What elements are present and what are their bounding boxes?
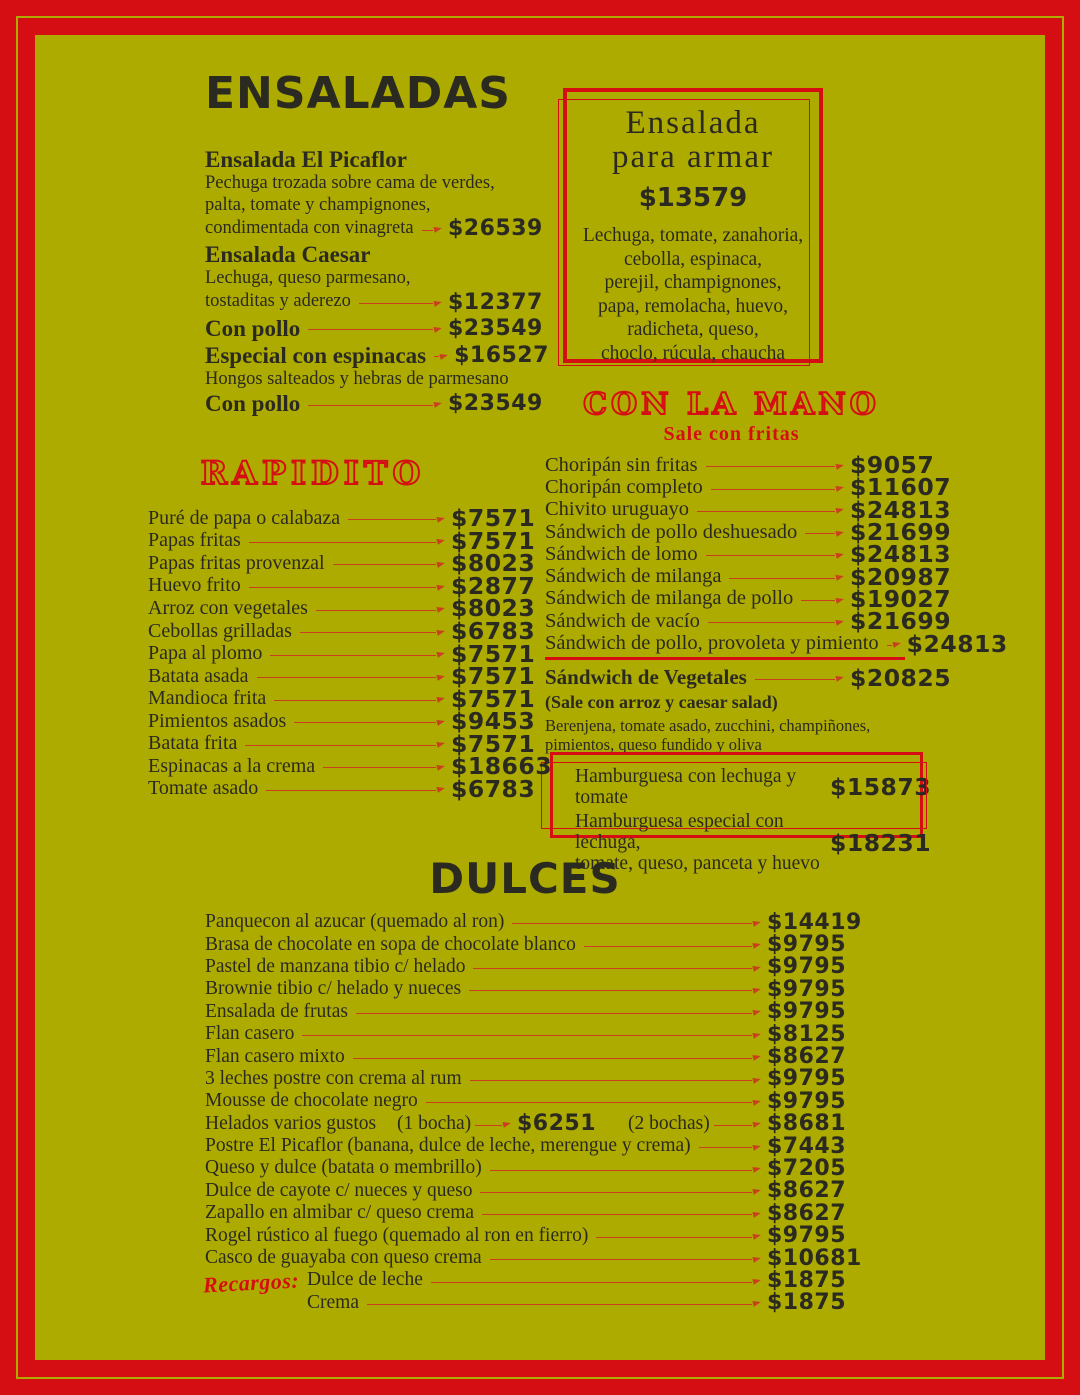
leader-line [434, 348, 448, 362]
leader-line [475, 1117, 511, 1131]
leader-line [426, 1094, 761, 1108]
menu-item-price: $20825 [850, 663, 952, 692]
dulces-title: DULCES [429, 854, 621, 903]
menu-item-label: Tomate asado [148, 777, 259, 800]
leader-line [805, 525, 844, 539]
menu-item-label: condimentada con vinagreta [205, 217, 414, 238]
menu-item-price: $21699 [850, 607, 952, 636]
recargos-block [202, 1267, 847, 1316]
menu-item-label: Flan casero [205, 1023, 295, 1045]
menu-item-label: Choripán completo [545, 475, 703, 498]
menu-item-price: $6251 [517, 1111, 597, 1137]
section-con-la-mano [545, 387, 1008, 754]
leader-line [270, 647, 445, 661]
menu-item-label: 3 leches postre con crema al rum [205, 1067, 462, 1089]
menu-item-row [545, 663, 952, 692]
menu-item-price: $12377 [448, 289, 543, 315]
menu-item-label: Papas fritas [148, 529, 241, 552]
menu-item-price: $21699 [850, 518, 952, 547]
leader-line [323, 759, 445, 773]
menu-item-label: Brasa de chocolate en sopa de chocolate blanco [205, 933, 576, 955]
red-divider-line [545, 657, 905, 660]
leader-line [711, 480, 844, 494]
menu-item-label: Cebollas grilladas [148, 619, 292, 642]
leader-line [300, 624, 445, 638]
menu-item-label [575, 766, 830, 808]
rapidito-title: RAPIDITO [200, 454, 426, 492]
menu-item-price: $24813 [850, 495, 952, 524]
menu-item-price: $10681 [767, 1245, 862, 1271]
menu-item-name: Ensalada El Picaflor [205, 147, 407, 172]
leader-line [302, 1027, 761, 1041]
menu-item-price: $9795 [767, 954, 847, 980]
menu-item-label: Ensalada de frutas [205, 1000, 348, 1022]
leader-line [308, 321, 442, 335]
menu-item-price: $7571 [451, 729, 536, 758]
ingredient-line: radicheta, queso, [627, 319, 759, 340]
menu-item-price: $15873 [830, 773, 932, 801]
menu-item-price: $20987 [850, 562, 952, 591]
menu-item-label: Postre El Picaflor (banana, dulce de leche, merengue y crema) [205, 1135, 691, 1157]
menu-item-price: $8627 [767, 1044, 847, 1070]
menu-item-price: $8627 [767, 1178, 847, 1204]
menu-item-price: $9453 [451, 707, 536, 736]
menu-item-label: Flan casero mixto [205, 1045, 345, 1067]
menu-item-label: Sándwich de pollo, provoleta y pimiento [545, 632, 879, 655]
menu-item-label: Brownie tibio c/ helado y nueces [205, 978, 462, 1000]
menu-item-row [205, 1113, 845, 1135]
menu-item-row [307, 1269, 845, 1291]
option-label: (1 bocha) [397, 1112, 472, 1134]
leader-line [490, 1251, 761, 1265]
menu-item-price: $7571 [451, 662, 536, 691]
menu-item-price: $8023 [451, 594, 536, 623]
menu-item-price: $7443 [767, 1133, 847, 1159]
leader-line [887, 637, 901, 651]
menu-item-label: Sándwich de Vegetales [545, 665, 747, 690]
leader-line [333, 556, 445, 570]
leader-line [469, 982, 761, 996]
leader-line [367, 1296, 761, 1310]
menu-item-row [205, 342, 549, 369]
menu-item-label: Choripán sin fritas [545, 453, 698, 476]
menu-item-price: $8023 [451, 549, 536, 578]
menu-item-label: Sándwich de milanga de pollo [545, 587, 794, 610]
leader-line [308, 397, 442, 411]
recargos-items [205, 1269, 845, 1314]
leader-line [512, 915, 761, 929]
menu-item-row [148, 774, 536, 803]
leader-line [584, 938, 761, 952]
leader-line [708, 614, 844, 628]
leader-line [482, 1206, 761, 1220]
menu-item-price: $18231 [830, 828, 932, 857]
con-la-mano-subtitle: Sale con fritas [663, 423, 800, 445]
menu-item-label: Helados varios gustos [205, 1112, 377, 1134]
menu-item-row [205, 909, 862, 935]
menu-item-price: $19027 [850, 584, 952, 613]
leader-line [714, 1117, 761, 1131]
leader-line [729, 570, 844, 584]
menu-item-label: Espinacas a la crema [148, 754, 316, 777]
leader-line [348, 511, 445, 525]
ingredient-line: Lechuga, tomate, zanahoria, [582, 225, 804, 246]
menu-item-row [205, 1023, 845, 1045]
menu-item-name: Ensalada Caesar [205, 242, 371, 267]
menu-item-description: Pechuga trozada sobre cama de verdes, [205, 173, 495, 193]
leader-line [356, 1005, 761, 1019]
menu-item-label: Batata frita [148, 732, 238, 755]
sandwich-vegetales-block [545, 663, 952, 754]
menu-item-row [205, 1223, 847, 1249]
ingredient-line: cebolla, espinaca, [623, 248, 763, 270]
recargos-label: Recargos: [202, 1267, 300, 1298]
vegetales-description [545, 716, 918, 754]
menu-item-price: $7571 [451, 684, 536, 713]
leader-line [755, 671, 844, 685]
leader-line [266, 782, 445, 796]
menu-item-label: Zapallo en almibar c/ queso crema [205, 1202, 475, 1224]
menu-item-label: Papa al plomo [148, 642, 263, 665]
menu-item-label: Dulce de cayote c/ nueces y queso [205, 1179, 473, 1201]
menu-item-price: $9795 [767, 999, 847, 1025]
leader-line [353, 1050, 761, 1064]
menu-item-price: $6783 [451, 617, 536, 646]
menu-item-price: $11607 [850, 473, 952, 502]
menu-item-label: Con pollo [205, 315, 301, 341]
menu-item-row [205, 1135, 845, 1157]
menu-item-label: Arroz con vegetales [148, 596, 308, 619]
leader-line [801, 592, 844, 606]
menu-item-label: Con pollo [205, 391, 301, 416]
armar-title-line2: para armar [612, 139, 774, 175]
menu-item-label: tostaditas y aderezo [205, 291, 351, 312]
menu-item-row [205, 956, 845, 978]
menu-item-label: Panquecon al azucar (quemado al ron) [205, 911, 505, 933]
vegetales-description-line: pimientos, queso fundido y oliva [545, 734, 762, 754]
menu-item-row [205, 1044, 847, 1070]
label-line: tomate, queso, panceta y huevo [575, 853, 820, 874]
menu-item-row [205, 315, 543, 342]
leader-line [257, 669, 446, 683]
menu-item-price: $2877 [451, 571, 536, 600]
menu-item-row [205, 978, 845, 1000]
leader-line [359, 295, 442, 309]
ingredient-line: choclo, rúcula, chaucha [600, 342, 786, 364]
armar-box-price: $13579 [638, 183, 748, 213]
menu-item-price: $6783 [451, 774, 536, 803]
menu-item-row [205, 1245, 862, 1271]
label-line: Hamburguesa especial con lechuga, [575, 811, 784, 853]
menu-item-label: Crema [307, 1291, 359, 1313]
menu-item-price: $26539 [448, 216, 543, 241]
menu-item-label: Dulce de leche [307, 1269, 423, 1291]
menu-item-row [205, 1001, 845, 1023]
menu-item-price: $8627 [767, 1200, 847, 1226]
menu-item-label: Mousse de chocolate negro [205, 1090, 418, 1112]
leader-line [706, 547, 844, 561]
menu-item-price: $23549 [448, 391, 543, 416]
menu-item-label: Casco de guayaba con queso crema [205, 1247, 482, 1269]
menu-item-label: Puré de papa o calabaza [148, 506, 341, 529]
vegetales-description-line: Berenjena, tomate asado, zucchini, champiñones, [545, 715, 871, 735]
menu-item-row [205, 1180, 845, 1202]
menu-item-label: Huevo frito [148, 574, 241, 597]
leader-line [431, 1273, 761, 1287]
menu-item-label: Sándwich de vacío [545, 609, 700, 632]
menu-item-label: Batata asada [148, 664, 249, 687]
menu-item-label: Queso y dulce (batata o membrillo) [205, 1157, 482, 1179]
leader-line [490, 1161, 761, 1175]
menu-item-label: Sándwich de pollo deshuesado [545, 520, 798, 543]
menu-item-price: $9795 [767, 932, 847, 958]
section-dulces [202, 854, 862, 1316]
menu-item-price: $9057 [850, 451, 935, 480]
menu-item-row [545, 607, 952, 636]
menu-item-row [205, 390, 543, 417]
ingredient-line: perejil, champignones, [604, 272, 782, 293]
leader-line [245, 737, 445, 751]
menu-item-price: $14419 [767, 909, 862, 935]
menu-item-price: $23549 [448, 315, 543, 341]
menu-item-price: $8681 [767, 1111, 847, 1137]
menu-item-row [575, 766, 932, 808]
menu-item-label: Chivito uruguayo [545, 498, 690, 521]
menu-item-label: Especial con espinacas [205, 342, 427, 368]
leader-line [316, 601, 445, 615]
menu-item-price: $9795 [767, 1066, 847, 1092]
menu-item-price: $8125 [767, 1021, 847, 1047]
ensaladas-title: ENSALADAS [205, 68, 511, 119]
armar-title-line1: Ensalada [625, 105, 761, 141]
ensalada-para-armar-box [563, 88, 823, 363]
menu-item-row [205, 1090, 845, 1112]
menu-item-description: palta, tomate y champignones, [205, 194, 431, 215]
leader-line [422, 222, 442, 236]
menu-item-label: Pimientos asados [148, 709, 287, 732]
dulces-items [205, 909, 862, 1271]
menu-item-price: $18663 [451, 752, 553, 781]
menu-item-price: $9795 [767, 1223, 847, 1249]
menu-item-price: $7571 [451, 504, 536, 533]
leader-line [249, 579, 445, 593]
leader-line [706, 458, 844, 472]
con-la-mano-items [545, 451, 1008, 658]
section-ensaladas [205, 68, 549, 417]
armar-box-title [567, 106, 819, 174]
menu-item-label: Mandioca frita [148, 687, 267, 710]
hamburguesas-box [550, 752, 932, 874]
menu-item-label: Pastel de manzana tibio c/ helado [205, 955, 466, 977]
menu-item-price: $1875 [767, 1267, 847, 1293]
menu-item-price: $16527 [454, 342, 549, 368]
menu-item-label: Sándwich de milanga [545, 565, 722, 588]
option-label: (2 bochas) [628, 1112, 710, 1134]
menu-item-row [307, 1292, 845, 1314]
vegetales-note: (Sale con arroz y caesar salad) [545, 691, 778, 712]
menu-item-label: Papas fritas provenzal [148, 551, 325, 574]
menu-item-row [205, 1068, 845, 1090]
menu-item-price: $24813 [850, 540, 952, 569]
menu-item-row [205, 289, 543, 315]
menu-item-label: Rogel rústico al fuego (quemado al ron en fierro) [205, 1224, 589, 1246]
leader-line [249, 534, 445, 548]
menu-item-row [545, 629, 1008, 658]
leader-line [470, 1072, 761, 1086]
menu-item-row [205, 932, 847, 958]
ingredient-line: papa, remolacha, huevo, [597, 295, 789, 317]
leader-line [596, 1229, 761, 1243]
menu-item-price: $7205 [767, 1156, 847, 1181]
menu-item-row [205, 1202, 845, 1224]
leader-line [699, 1139, 761, 1153]
con-la-mano-title: CON LA MANO [583, 387, 880, 422]
rapidito-items [148, 504, 553, 803]
menu-item-price: $9795 [767, 1088, 847, 1114]
leader-line [473, 960, 761, 974]
armar-box-ingredients [567, 224, 819, 365]
section-rapidito [148, 504, 553, 803]
leader-line [274, 692, 445, 706]
menu-item-price: $24813 [906, 629, 1008, 658]
leader-line [294, 714, 445, 728]
menu-item-price: $9795 [767, 976, 847, 1002]
rapidito-title-wrap [148, 456, 478, 490]
menu-item-description: Lechuga, queso parmesano, [205, 268, 411, 288]
menu-item-description: Hongos salteados y hebras de parmesano [205, 368, 509, 389]
menu-item-row [205, 1157, 845, 1179]
menu-item-price: $7571 [451, 526, 536, 555]
menu-item-price: $1875 [767, 1290, 847, 1316]
menu-item-label: Sándwich de lomo [545, 542, 698, 565]
menu-item-row [205, 216, 543, 241]
label-line: Hamburguesa con lechuga y tomate [575, 766, 797, 808]
leader-line [480, 1184, 761, 1198]
leader-line [697, 503, 844, 517]
menu-item-price: $7571 [451, 639, 536, 668]
ensaladas-items [205, 146, 549, 417]
